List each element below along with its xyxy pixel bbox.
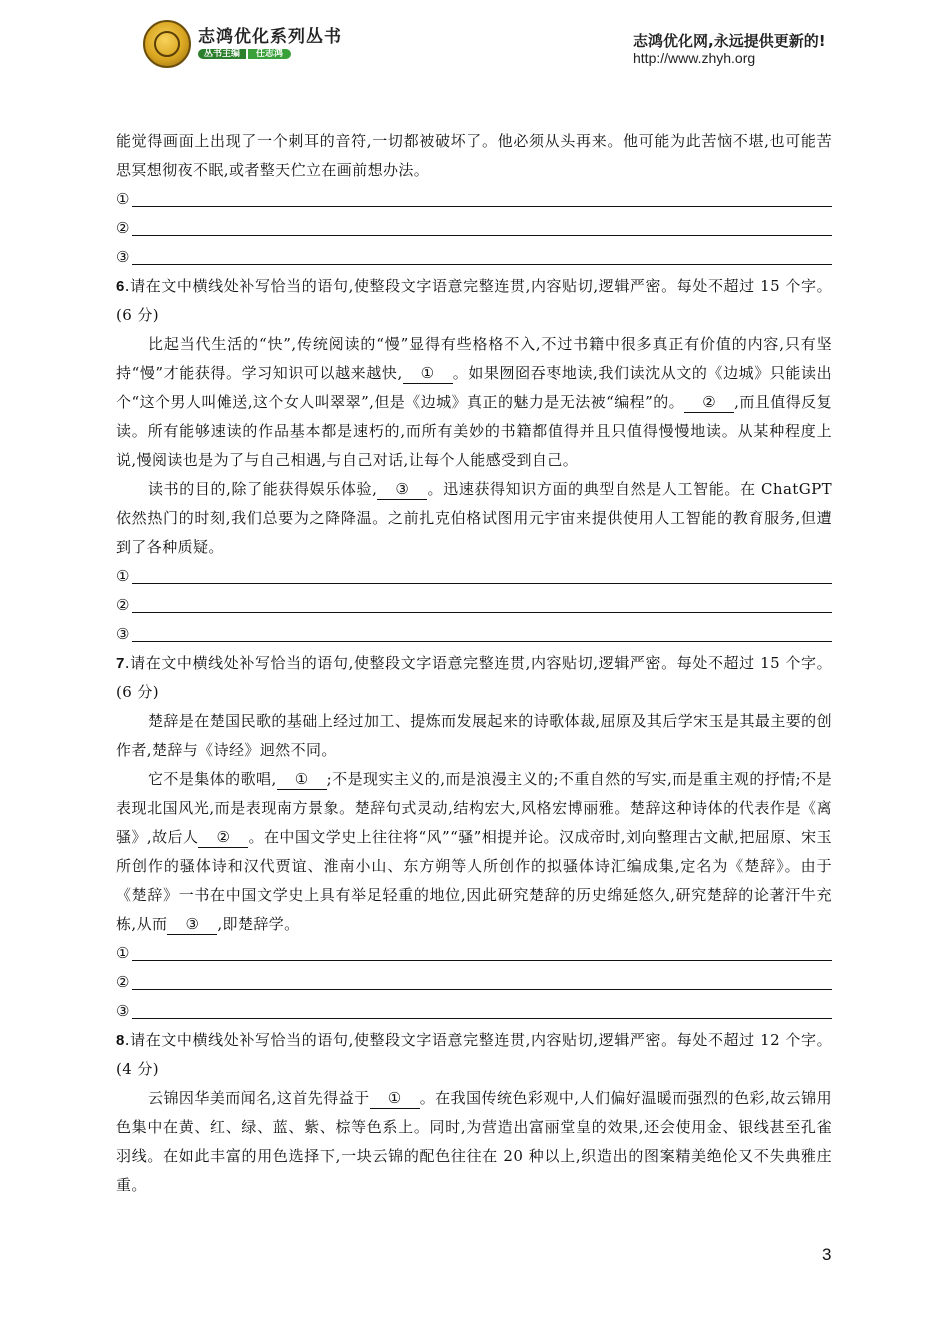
answer-marker: ② [116, 596, 130, 614]
answer-marker: ① [116, 567, 130, 585]
fill-blank[interactable]: ② [684, 392, 734, 413]
answer-line[interactable] [116, 939, 832, 968]
question-number: 7 [116, 655, 125, 672]
fill-blank[interactable]: ① [277, 769, 327, 790]
fill-blank[interactable]: ② [198, 827, 248, 848]
fill-blank[interactable]: ③ [377, 479, 427, 500]
answer-line[interactable] [116, 562, 832, 591]
fill-blank[interactable]: ③ [167, 914, 217, 935]
question-6-prompt: 6.请在文中横线处补写恰当的语句,使整段文字语意完整连贯,内容贴切,逻辑严密。每处不超过 15 个字。(6 分) [116, 277, 832, 324]
question-7-prompt: 7.请在文中横线处补写恰当的语句,使整段文字语意完整连贯,内容贴切,逻辑严密。每处不超过 15 个字。(6 分) [116, 654, 832, 701]
answer-marker: ③ [116, 248, 130, 266]
answer-marker: ③ [116, 625, 130, 643]
fill-blank[interactable]: ① [370, 1088, 420, 1109]
answer-marker: ③ [116, 1002, 130, 1020]
answer-line[interactable] [116, 997, 832, 1026]
answer-marker: ① [116, 944, 130, 962]
question-6-passage-2: 读书的目的,除了能获得娱乐体验, ③ 。迅速获得知识方面的典型自然是人工智能。在 ChatGPT 依然热门的时刻,我们总要为之降降温。之前扎克伯格试图用元宇宙来提供使用人工智能的教育服务,但遭到了各种质疑。 [116, 480, 832, 556]
fill-blank[interactable]: ① [403, 363, 453, 384]
question-7-passage-2: 它不是集体的歌唱, ① ;不是现实主义的,而是浪漫主义的;不重自然的写实,而是重主观的抒情;不是表现北国风光,而是表现南方景象。楚辞句式灵动,结构宏大,风格宏博丽雅。楚辞这种诗体的代表作是《离骚》,故后人 ② 。在中国文学史上往往将“风”“骚”相提并论。汉成帝时,刘向整理古文献,把屈原、宋玉所创作的骚体诗和汉代贾谊、淮南小山、东方朔等人所创作的拟骚体诗汇编成集,定名为《楚辞》。由于《楚辞》一书在中国文学史上具有举足轻重的地位,因此研究楚辞的历史绵延悠久,研究楚辞的论著汗牛充栋,从而 ③ ,即楚辞学。 [116, 770, 832, 933]
page-content [116, 127, 832, 1200]
answer-line[interactable] [116, 591, 832, 620]
question-number: 8 [116, 1032, 125, 1049]
page-header [0, 0, 950, 100]
site-url[interactable]: http://www.zhyh.org [633, 50, 756, 66]
answer-marker: ① [116, 190, 130, 208]
answer-line[interactable] [116, 214, 832, 243]
question-6-passage-1: 比起当代生活的“快”,传统阅读的“慢”显得有些格格不入,不过书籍中很多真正有价值的内容,只有坚持“慢”才能获得。学习知识可以越来越快, ① 。如果囫囵吞枣地读,我们读沈从文的《边城》只能读出个“这个男人叫傩送,这个女人叫翠翠”,但是《边城》真正的魅力是无法被“编程”的。 ② ,而且值得反复读。所有能够速读的作品基本都是速朽的,而所有美妙的书籍都值得并且只值得慢慢地读。从某种程度上说,慢阅读也是为了与自己相遇,与自己对话,让每个人能感受到自己。 [116, 335, 832, 469]
question-7-passage-1: 楚辞是在楚国民歌的基础上经过加工、提炼而发展起来的诗歌体裁,屈原及其后学宋玉是其最主要的创作者,楚辞与《诗经》迥然不同。 [116, 712, 832, 759]
answer-line[interactable] [116, 968, 832, 997]
page-number: 3 [822, 1245, 832, 1264]
answer-marker: ② [116, 973, 130, 991]
editor-badge [198, 47, 291, 61]
question-number: 6 [116, 278, 125, 295]
editor-label: 丛书主编 [198, 49, 246, 59]
answer-line[interactable] [116, 620, 832, 649]
question-8-passage-1: 云锦因华美而闻名,这首先得益于 ① 。在我国传统色彩观中,人们偏好温暖而强烈的色彩,故云锦用色集中在黄、红、绿、蓝、紫、棕等色系上。同时,为营造出富丽堂皇的效果,还会使用金、银线甚至孔雀羽线。在如此丰富的用色选择下,一块云锦的配色往往在 20 种以上,织造出的图案精美绝伦又不失典雅庄重。 [116, 1089, 832, 1194]
answer-line[interactable] [116, 243, 832, 272]
answer-line[interactable] [116, 185, 832, 214]
question-8-prompt: 8.请在文中横线处补写恰当的语句,使整段文字语意完整连贯,内容贴切,逻辑严密。每处不超过 12 个字。(4 分) [116, 1031, 832, 1078]
publisher-logo-icon [143, 20, 191, 68]
intro-paragraph: 能觉得画面上出现了一个刺耳的音符,一切都被破坏了。他必须从头再来。他可能为此苦恼不堪,也可能苦思冥想彻夜不眠,或者整天伫立在画前想办法。 [116, 132, 832, 179]
editor-name: 任志鸿 [248, 49, 291, 59]
answer-marker: ② [116, 219, 130, 237]
series-title: 志鸿优化系列丛书 [198, 27, 342, 47]
site-slogan: 志鸿优化网,永远提供更新的! [633, 32, 826, 50]
